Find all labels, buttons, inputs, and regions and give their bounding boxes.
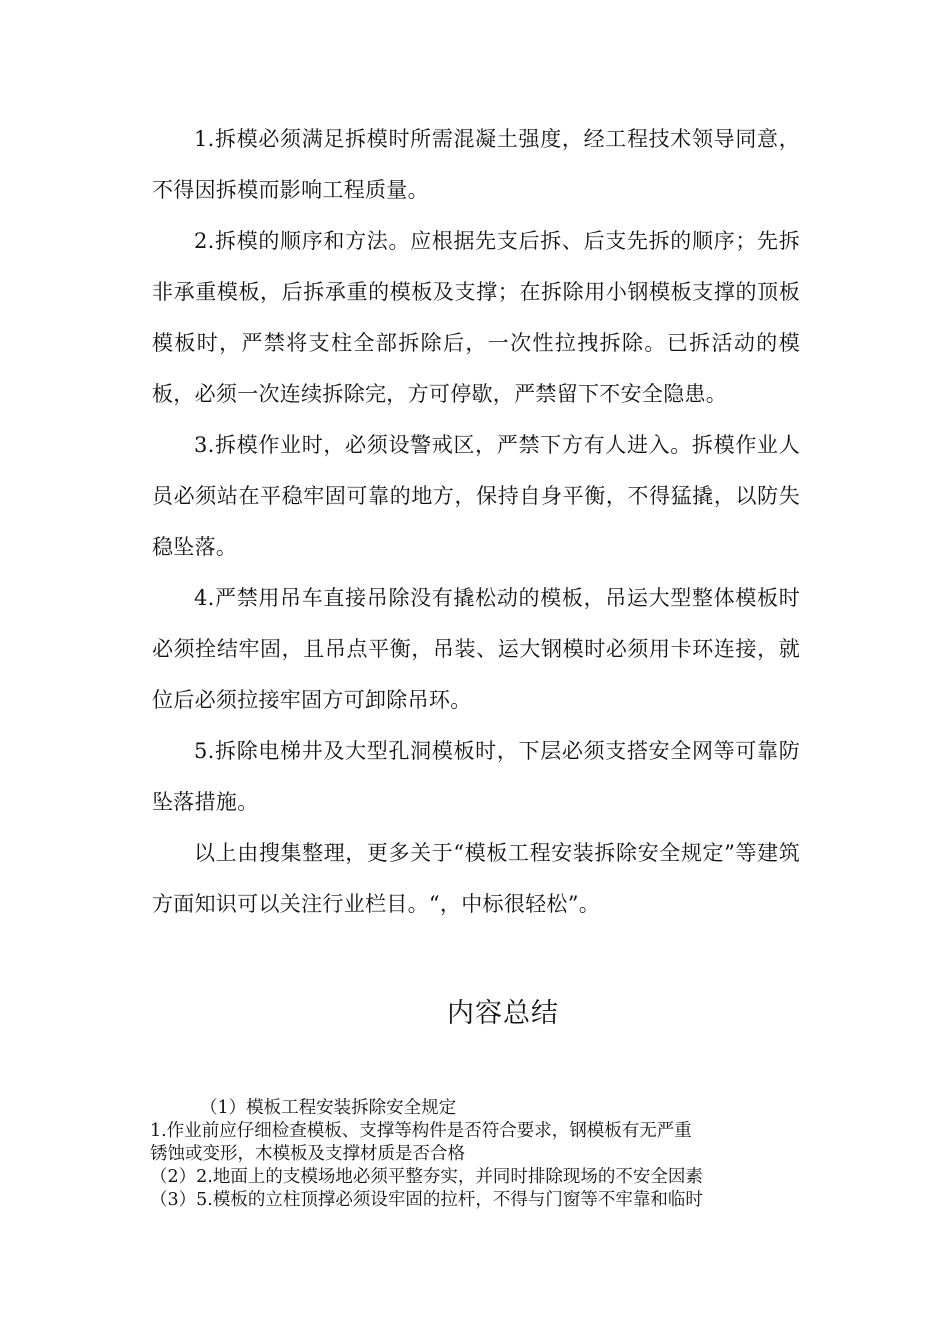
summary-title: 内容总结: [447, 998, 559, 1029]
summary-line-5: （3）5.模板的立柱顶撑必须设牢固的拉杆，不得与门窗等不牢靠和临时: [150, 1190, 703, 1210]
paragraph-4: 4.严禁用吊车直接吊除没有撬松动的模板，吊运大型整体模板时必须拴结牢固，且吊点平衡，吊装、运大钢模时必须用卡环连接，就位后必须拉接牢固方可卸除吊环。: [152, 586, 800, 712]
paragraph-6: 以上由搜集整理，更多关于“模板工程安装拆除安全规定”等建筑方面知识可以关注行业栏目。“，中标很轻松”。: [152, 841, 800, 916]
summary-line-2: 1.作业前应仔细检查模板、支撑等构件是否符合要求，钢模板有无严重: [150, 1121, 692, 1141]
body-text: [152, 114, 800, 930]
paragraph-1: 1.拆模必须满足拆模时所需混凝土强度，经工程技术领导同意，不得因拆模而影响工程质量。: [152, 127, 800, 202]
summary-section: [150, 1097, 802, 1212]
paragraph-5: 5.拆除电梯井及大型孔洞模板时，下层必须支搭安全网等可靠防坠落措施。: [152, 739, 800, 814]
summary-line-1: （1）模板工程安装拆除安全规定: [200, 1098, 457, 1118]
summary-line-4: （2）2.地面上的支模场地必须平整夯实，并同时排除现场的不安全因素: [150, 1167, 703, 1187]
paragraph-3: 3.拆模作业时，必须设警戒区，严禁下方有人进入。拆模作业人员必须站在平稳牢固可靠的地方，保持自身平衡，不得猛撬，以防失稳坠落。: [152, 433, 800, 559]
paragraph-2: 2.拆模的顺序和方法。应根据先支后拆、后支先拆的顺序；先拆非承重模板，后拆承重的模板及支撑；在拆除用小钢模板支撑的顶板模板时，严禁将支柱全部拆除后，一次性拉拽拆除。已拆活动的模板，必须一次连续拆除完，方可停歇，严禁留下不安全隐患。: [152, 229, 800, 406]
summary-line-3: 锈蚀或变形，木模板及支撑材质是否合格: [150, 1144, 465, 1164]
